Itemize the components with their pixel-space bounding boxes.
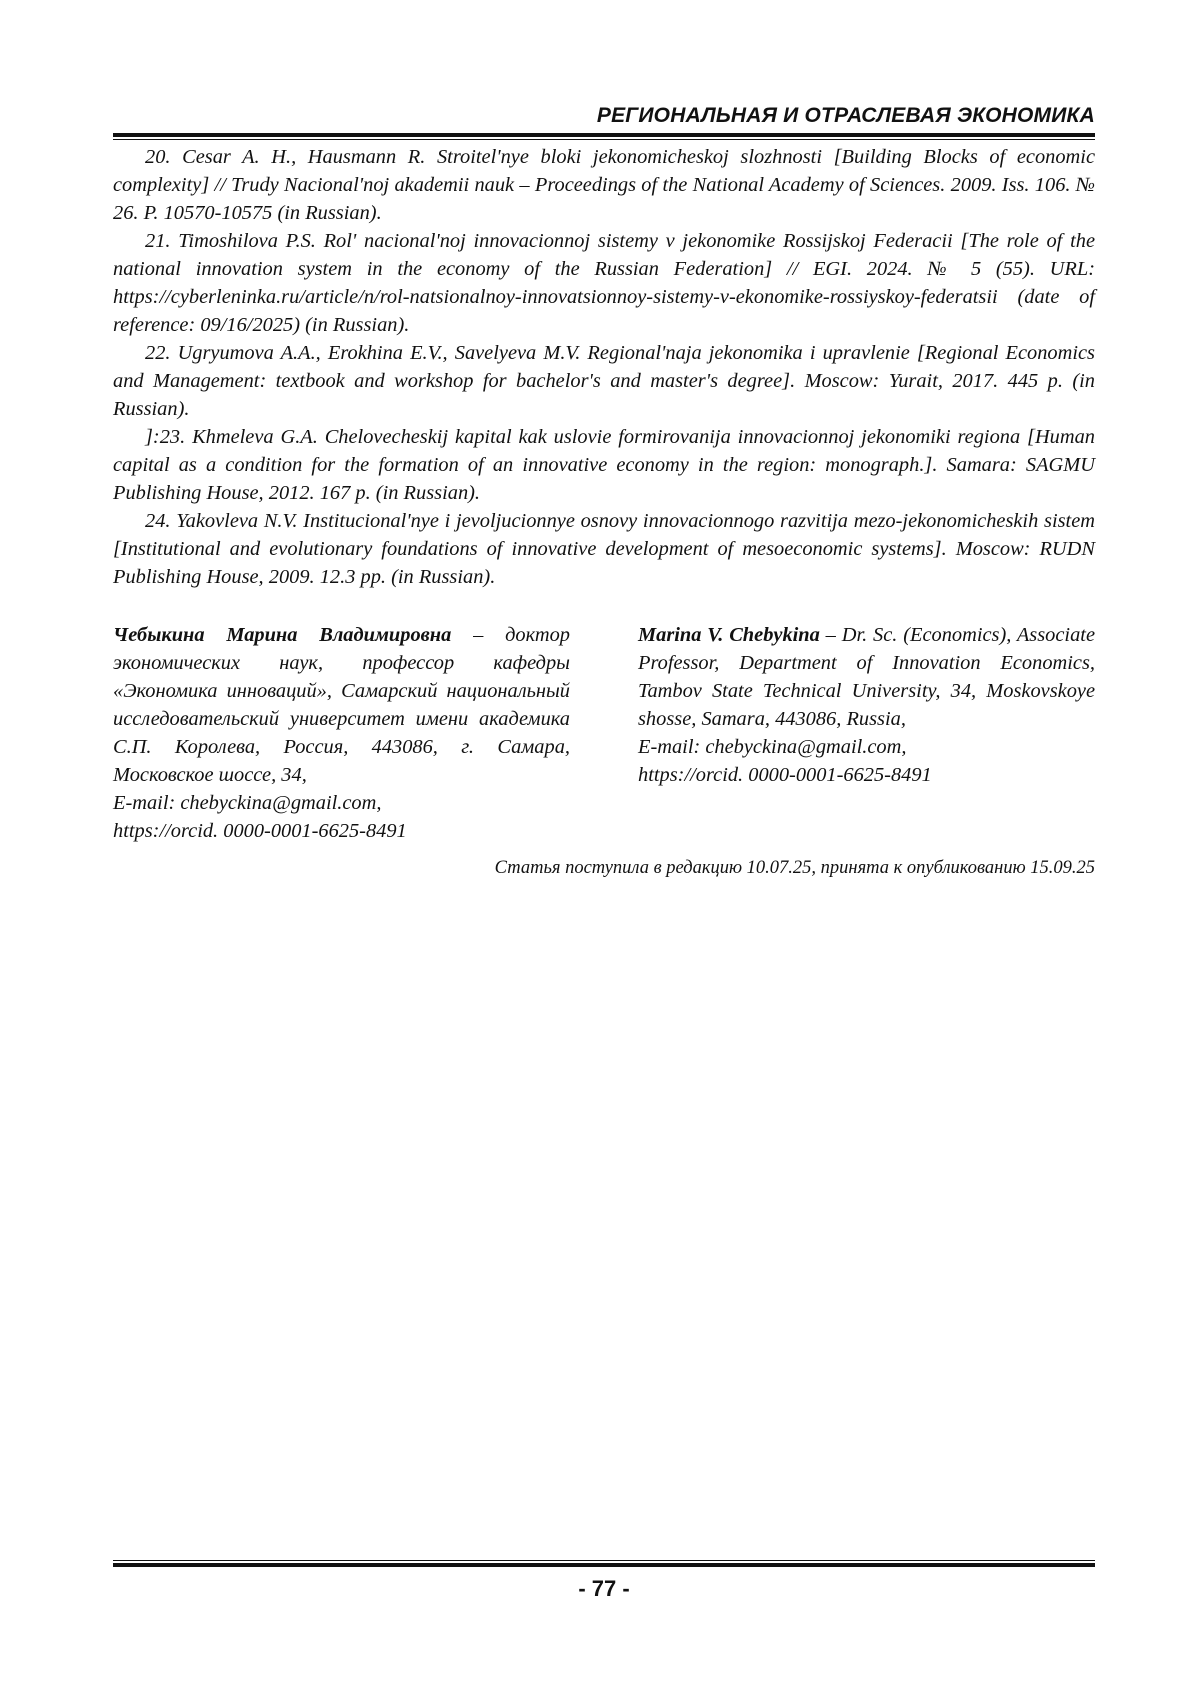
footer-rule-thick [113, 1563, 1095, 1567]
author-ru-paragraph [113, 621, 570, 789]
page-number: - 77 - [113, 1576, 1095, 1602]
author-info-english [638, 621, 1095, 845]
footer-rule-thin [113, 1560, 1095, 1561]
header-rule-thick [113, 133, 1095, 137]
author-info-russian [113, 621, 570, 845]
author-ru-description: – доктор экономических наук, профессор кафедры «Экономика инноваций», Самарский национальный исследовательский университет имени академика С.П. Королева, Россия, 443086, г. Самара, Московское шоссе, 34, [113, 624, 570, 786]
author-ru-name: Чебыкина Марина Владимировна [113, 624, 451, 646]
received-note: Статья поступила в редакцию 10.07.25, принята к опубликованию 15.09.25 [113, 856, 1095, 880]
author-ru-email: E-mail: chebyckina@gmail.com, [113, 789, 570, 817]
reference-23: ]:23. Khmeleva G.A. Chelovecheskij kapital kak uslovie formirovanija innovacionnoj jekonomiki regiona [Human capital as a condition for the formation of an innovative economy in the region: monograph.]. Samara: SAGMU Publishing House, 2012. 167 p. (in Russian). [113, 423, 1095, 507]
reference-21: 21. Timoshilova P.S. Rol' nacional'noj innovacionnoj sistemy v jekonomike Rossijskoj Federacii [The role of the national innovation system in the economy of the Russian Federation] // EGI. 2024. № 5 (55). URL: https://cyberleninka.ru/article/n/rol-natsionalnoy-innovatsionnoy-sistemy-v-ekonomike-rossiyskoy-federatsii (date of reference: 09/16/2025) (in Russian). [113, 227, 1095, 339]
reference-22: 22. Ugryumova A.A., Erokhina E.V., Savelyeva M.V. Regional'naja jekonomika i upravlenie [Regional Economics and Management: textbook and workshop for bachelor's and master's degree]. Moscow: Yurait, 2017. 445 p. (in Russian). [113, 339, 1095, 423]
reference-24: 24. Yakovleva N.V. Institucional'nye i jevoljucionnye osnovy innovacionnogo razvitija mezo-jekonomicheskih sistem [Institutional and evolutionary foundations of innovative development of mesoeconomic systems]. Moscow: RUDN Publishing House, 2009. 12.3 pp. (in Russian). [113, 507, 1095, 591]
author-en-name: Marina V. Chebykina [638, 624, 820, 646]
reference-list [113, 143, 1095, 591]
reference-20: 20. Cesar A. H., Hausmann R. Stroitel'nye bloki jekonomicheskoj slozhnosti [Building Blocks of economic complexity] // Trudy Nacional'noj akademii nauk – Proceedings of the National Academy of Sciences. 2009. Iss. 106. № 26. P. 10570-10575 (in Russian). [113, 143, 1095, 227]
author-en-paragraph [638, 621, 1095, 733]
author-en-email: E-mail: chebyckina@gmail.com, [638, 733, 1095, 761]
author-en-orcid: https://orcid. 0000-0001-6625-8491 [638, 761, 1095, 789]
author-ru-orcid: https://orcid. 0000-0001-6625-8491 [113, 817, 570, 845]
author-info [113, 621, 1095, 845]
author-en-description: – Dr. Sc. (Economics), Associate Professor, Department of Innovation Economics, Tambov State Technical University, 34, Moskovskoye shosse, Samara, 443086, Russia, [638, 624, 1095, 730]
header-rule-thin [113, 139, 1095, 140]
running-header: РЕГИОНАЛЬНАЯ И ОТРАСЛЕВАЯ ЭКОНОМИКА [113, 104, 1095, 128]
